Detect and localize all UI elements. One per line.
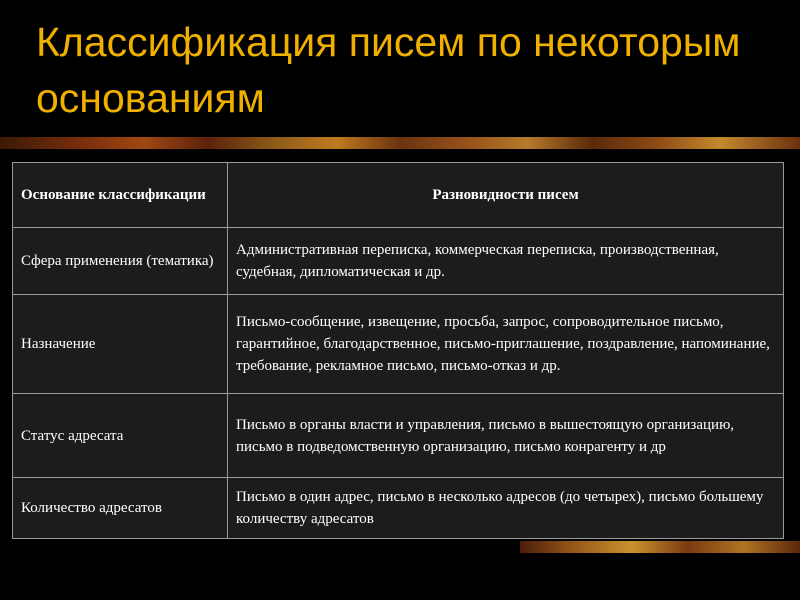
table-row <box>13 394 784 478</box>
row-types: Письмо-сообщение, извещение, просьба, запрос, сопроводительное письмо, гарантийное, благодарственное, письмо-приглашение, поздравление, напоминание, требование, рекламное письмо, письмо-отказ и др. <box>228 295 784 394</box>
table-row <box>13 295 784 394</box>
slide-title: Классификация писем по некоторым основаниям <box>36 19 741 121</box>
row-basis: Количество адресатов <box>13 478 228 539</box>
row-basis: Сфера применения (тематика) <box>13 228 228 295</box>
header-types: Разновидности писем <box>228 163 784 228</box>
row-types: Письмо в органы власти и управления, письмо в вышестоящую организацию, письмо в подведомственную организацию, письмо конрагенту и др <box>228 394 784 478</box>
row-basis: Статус адресата <box>13 394 228 478</box>
row-basis: Назначение <box>13 295 228 394</box>
header-basis: Основание классификации <box>13 163 228 228</box>
row-types: Административная переписка, коммерческая переписка, производственная, судебная, дипломатическая и др. <box>228 228 784 295</box>
decorative-band-bottom <box>520 541 800 553</box>
table-row <box>13 478 784 539</box>
classification-table <box>12 162 784 539</box>
table-header-row <box>13 163 784 228</box>
row-types: Письмо в один адрес, письмо в несколько адресов (до четырех), письмо большему количеству адресатов <box>228 478 784 539</box>
table-row <box>13 228 784 295</box>
decorative-band <box>0 137 800 149</box>
